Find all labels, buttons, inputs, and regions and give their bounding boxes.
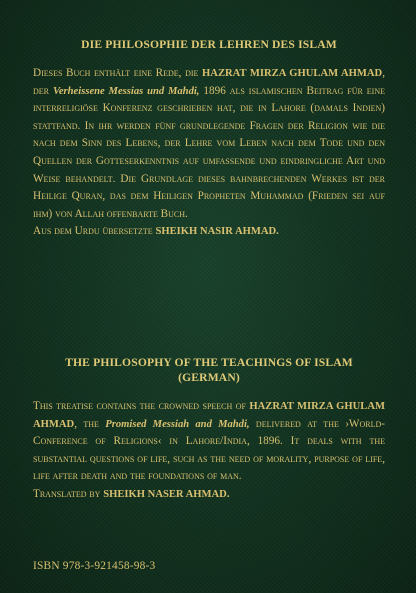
english-translator-credit [33, 486, 385, 504]
german-title: DIE PHILOSOPHIE DER LEHREN DES ISLAM [81, 38, 337, 51]
german-description [33, 65, 385, 223]
english-title-line2: (GERMAN) [178, 371, 240, 384]
english-description [33, 398, 385, 486]
english-title [33, 355, 385, 385]
english-section [33, 355, 385, 504]
isbn-number: ISBN 978-3-921458-98-3 [33, 560, 156, 572]
german-translator-prefix: Aus dem Urdu übersetzte [33, 225, 156, 238]
german-description-part2: , der [33, 67, 385, 97]
english-description-part2: , the [74, 417, 106, 430]
german-section [33, 37, 385, 241]
german-author-name: HAZRAT MIRZA GHULAM AHMAD [202, 68, 383, 79]
german-translator-credit [33, 223, 385, 241]
english-title-line1: THE PHILOSOPHY OF THE TEACHINGS OF ISLAM [65, 356, 353, 369]
english-translator-prefix: Translated by [33, 487, 104, 500]
german-description-part3: 1896 als islamischen Beitrag für eine interreligiöse Konferenz geschrieben hat, die in Lahore (damals Indien) stattfand. In ihr werden fünf grundlegende Fragen der Religion wie die nach dem Sinn des Lebens, der Lehre vom Leben nach dem Tode und den Quellen der Gotteserkenntnis auf umfassende und eindringliche Art und Weise behandelt. Die Grundlage dieses bahnbrechenden Werkes ist der Heilige Quran, das dem Heiligen Propheten Muhammad (Frieden sei auf ihm) von Allah offenbarte Buch. [33, 84, 386, 220]
english-author-name: HAZRAT MIRZA GHULAM AHMAD [33, 401, 385, 430]
german-author-epithet: Verheissene Messias und Mahdi, [52, 85, 200, 97]
english-translator-name: SHEIKH NASER AHMAD. [103, 488, 230, 500]
english-author-epithet: Promised Messiah and Mahdi, [105, 418, 250, 430]
english-description-part1: This treatise contains the crowned speech of [33, 400, 250, 412]
german-translator-name: SHEIKH NASIR AHMAD. [155, 226, 279, 238]
english-description-part3: delivered at the ›World-Conference of Religions‹ in Lahore/India, 1896. It deals with the substantial questions of life, such as the need of morality, purpose of life, life after death and the foundations of man. [33, 417, 385, 483]
german-description-part1: Dieses Buch enthält eine Rede, die [33, 67, 203, 79]
